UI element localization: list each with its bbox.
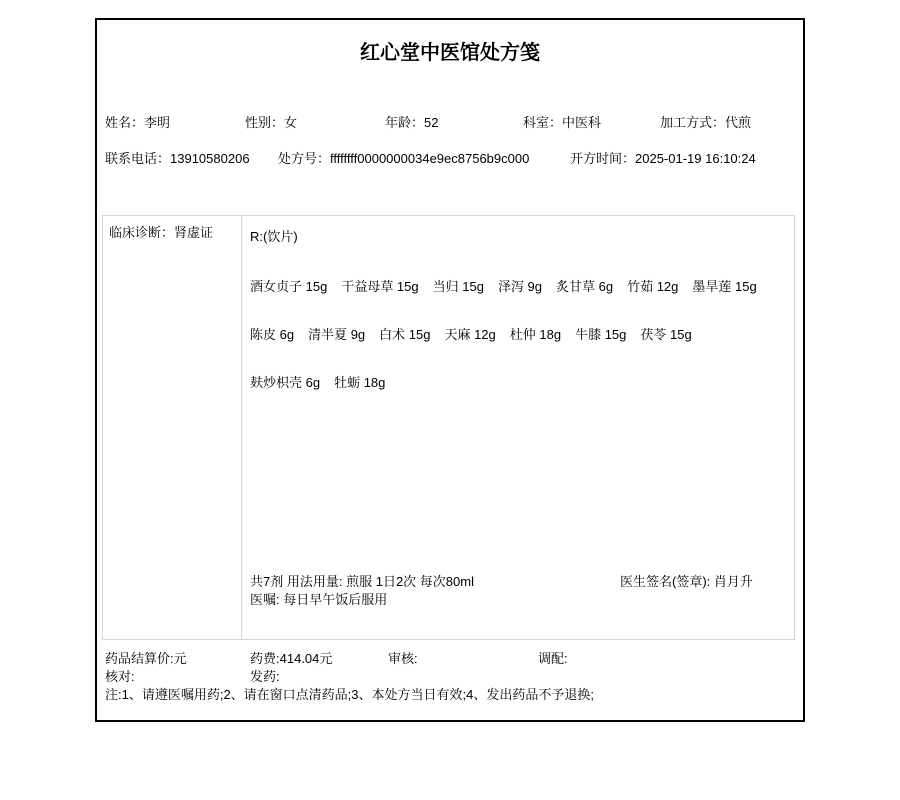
field-label: 姓名：	[105, 115, 145, 130]
field-value: 中医科	[562, 115, 602, 130]
prescription-sheet	[95, 18, 805, 722]
prescription-box	[102, 215, 795, 640]
field-value: 52	[424, 115, 439, 130]
doctor-label: 医生签名(签章):	[620, 574, 711, 589]
usage-label: 用法用量:	[286, 574, 343, 589]
herb-item: 天麻 12g	[444, 327, 496, 342]
field-value: 13910580206	[170, 151, 250, 166]
herb-item: 墨旱莲 15g	[692, 279, 757, 294]
field-dispense-prepare	[538, 651, 568, 667]
field-issue-time	[570, 151, 756, 167]
field-settlement-price	[105, 651, 187, 667]
footer-note: 注:1、请遵医嘱用药;2、请在窗口点清药品;3、本处方当日有效;4、发出药品不予退换;	[105, 687, 594, 702]
herb-item: 泽泻 9g	[497, 279, 543, 294]
field-label: 发药:	[250, 669, 280, 684]
herb-line	[250, 372, 399, 391]
doctor-signature	[620, 573, 754, 591]
herb-line	[250, 324, 706, 343]
herb-item: 杜仲 18g	[509, 327, 562, 342]
field-label: 加工方式：	[660, 115, 726, 130]
field-label: 审核:	[388, 651, 418, 666]
page-title: 红心堂中医馆处方笺	[360, 42, 540, 64]
herb-item: 白术 15g	[379, 327, 431, 342]
doctor-name: 肖月升	[713, 574, 753, 589]
field-dispense	[250, 669, 280, 685]
field-label: 处方号：	[278, 151, 331, 166]
usage-line	[250, 573, 474, 591]
clinical-diagnosis	[103, 216, 242, 639]
field-department	[523, 115, 601, 131]
field-label: 科室：	[523, 115, 563, 130]
field-value: 代煎	[725, 115, 752, 130]
field-age	[385, 115, 438, 131]
advice-line	[250, 591, 474, 609]
prescription-content	[242, 216, 794, 639]
herb-item: 竹茹 12g	[627, 279, 679, 294]
field-value: 女	[284, 115, 298, 130]
field-value: 肾虚证	[174, 225, 214, 240]
herb-item: 干益母草 15g	[341, 279, 419, 294]
herb-item: 炙甘草 6g	[556, 279, 614, 294]
field-label: 药费:	[250, 651, 280, 666]
field-processing-method	[660, 115, 751, 131]
field-phone	[105, 151, 250, 167]
field-label: 药品结算价:	[105, 651, 174, 666]
advice-value: 每日早午饭后服用	[283, 592, 388, 607]
field-value: ffffffff0000000034e9ec8756b9c000	[330, 151, 530, 166]
field-value: 414.04元	[279, 651, 333, 666]
herb-item: 茯苓 15g	[640, 327, 692, 342]
field-label: 核对:	[105, 669, 135, 684]
field-medicine-fee	[250, 651, 332, 667]
herb-line	[250, 276, 771, 295]
field-check	[105, 669, 135, 685]
field-label: 联系电话：	[105, 151, 171, 166]
field-patient-name	[105, 115, 170, 131]
herb-item: 牛膝 15g	[575, 327, 627, 342]
rx-header: R:(饮片)	[250, 229, 298, 244]
field-prescription-number	[278, 151, 529, 167]
dose-count: 共7剂	[250, 574, 284, 589]
herb-item: 清半夏 9g	[308, 327, 366, 342]
field-label: 临床诊断：	[109, 225, 175, 240]
field-gender	[245, 115, 297, 131]
herb-item: 当归 15g	[432, 279, 484, 294]
usage-block	[250, 573, 474, 609]
field-value: 元	[173, 651, 187, 666]
field-label: 开方时间：	[570, 151, 636, 166]
field-value: 李明	[144, 115, 171, 130]
field-label: 调配:	[538, 651, 568, 666]
field-label: 性别：	[245, 115, 285, 130]
field-value: 2025-01-19 16:10:24	[635, 151, 756, 166]
advice-label: 医嘱:	[250, 592, 280, 607]
usage-value: 煎服 1日2次 每次80ml	[346, 574, 474, 589]
herb-item: 酒女贞子 15g	[250, 279, 328, 294]
herb-item: 麸炒枳壳 6g	[250, 375, 321, 390]
herb-item: 牡蛎 18g	[334, 375, 386, 390]
field-review	[388, 651, 418, 667]
herb-item: 陈皮 6g	[250, 327, 295, 342]
field-label: 年龄：	[385, 115, 425, 130]
